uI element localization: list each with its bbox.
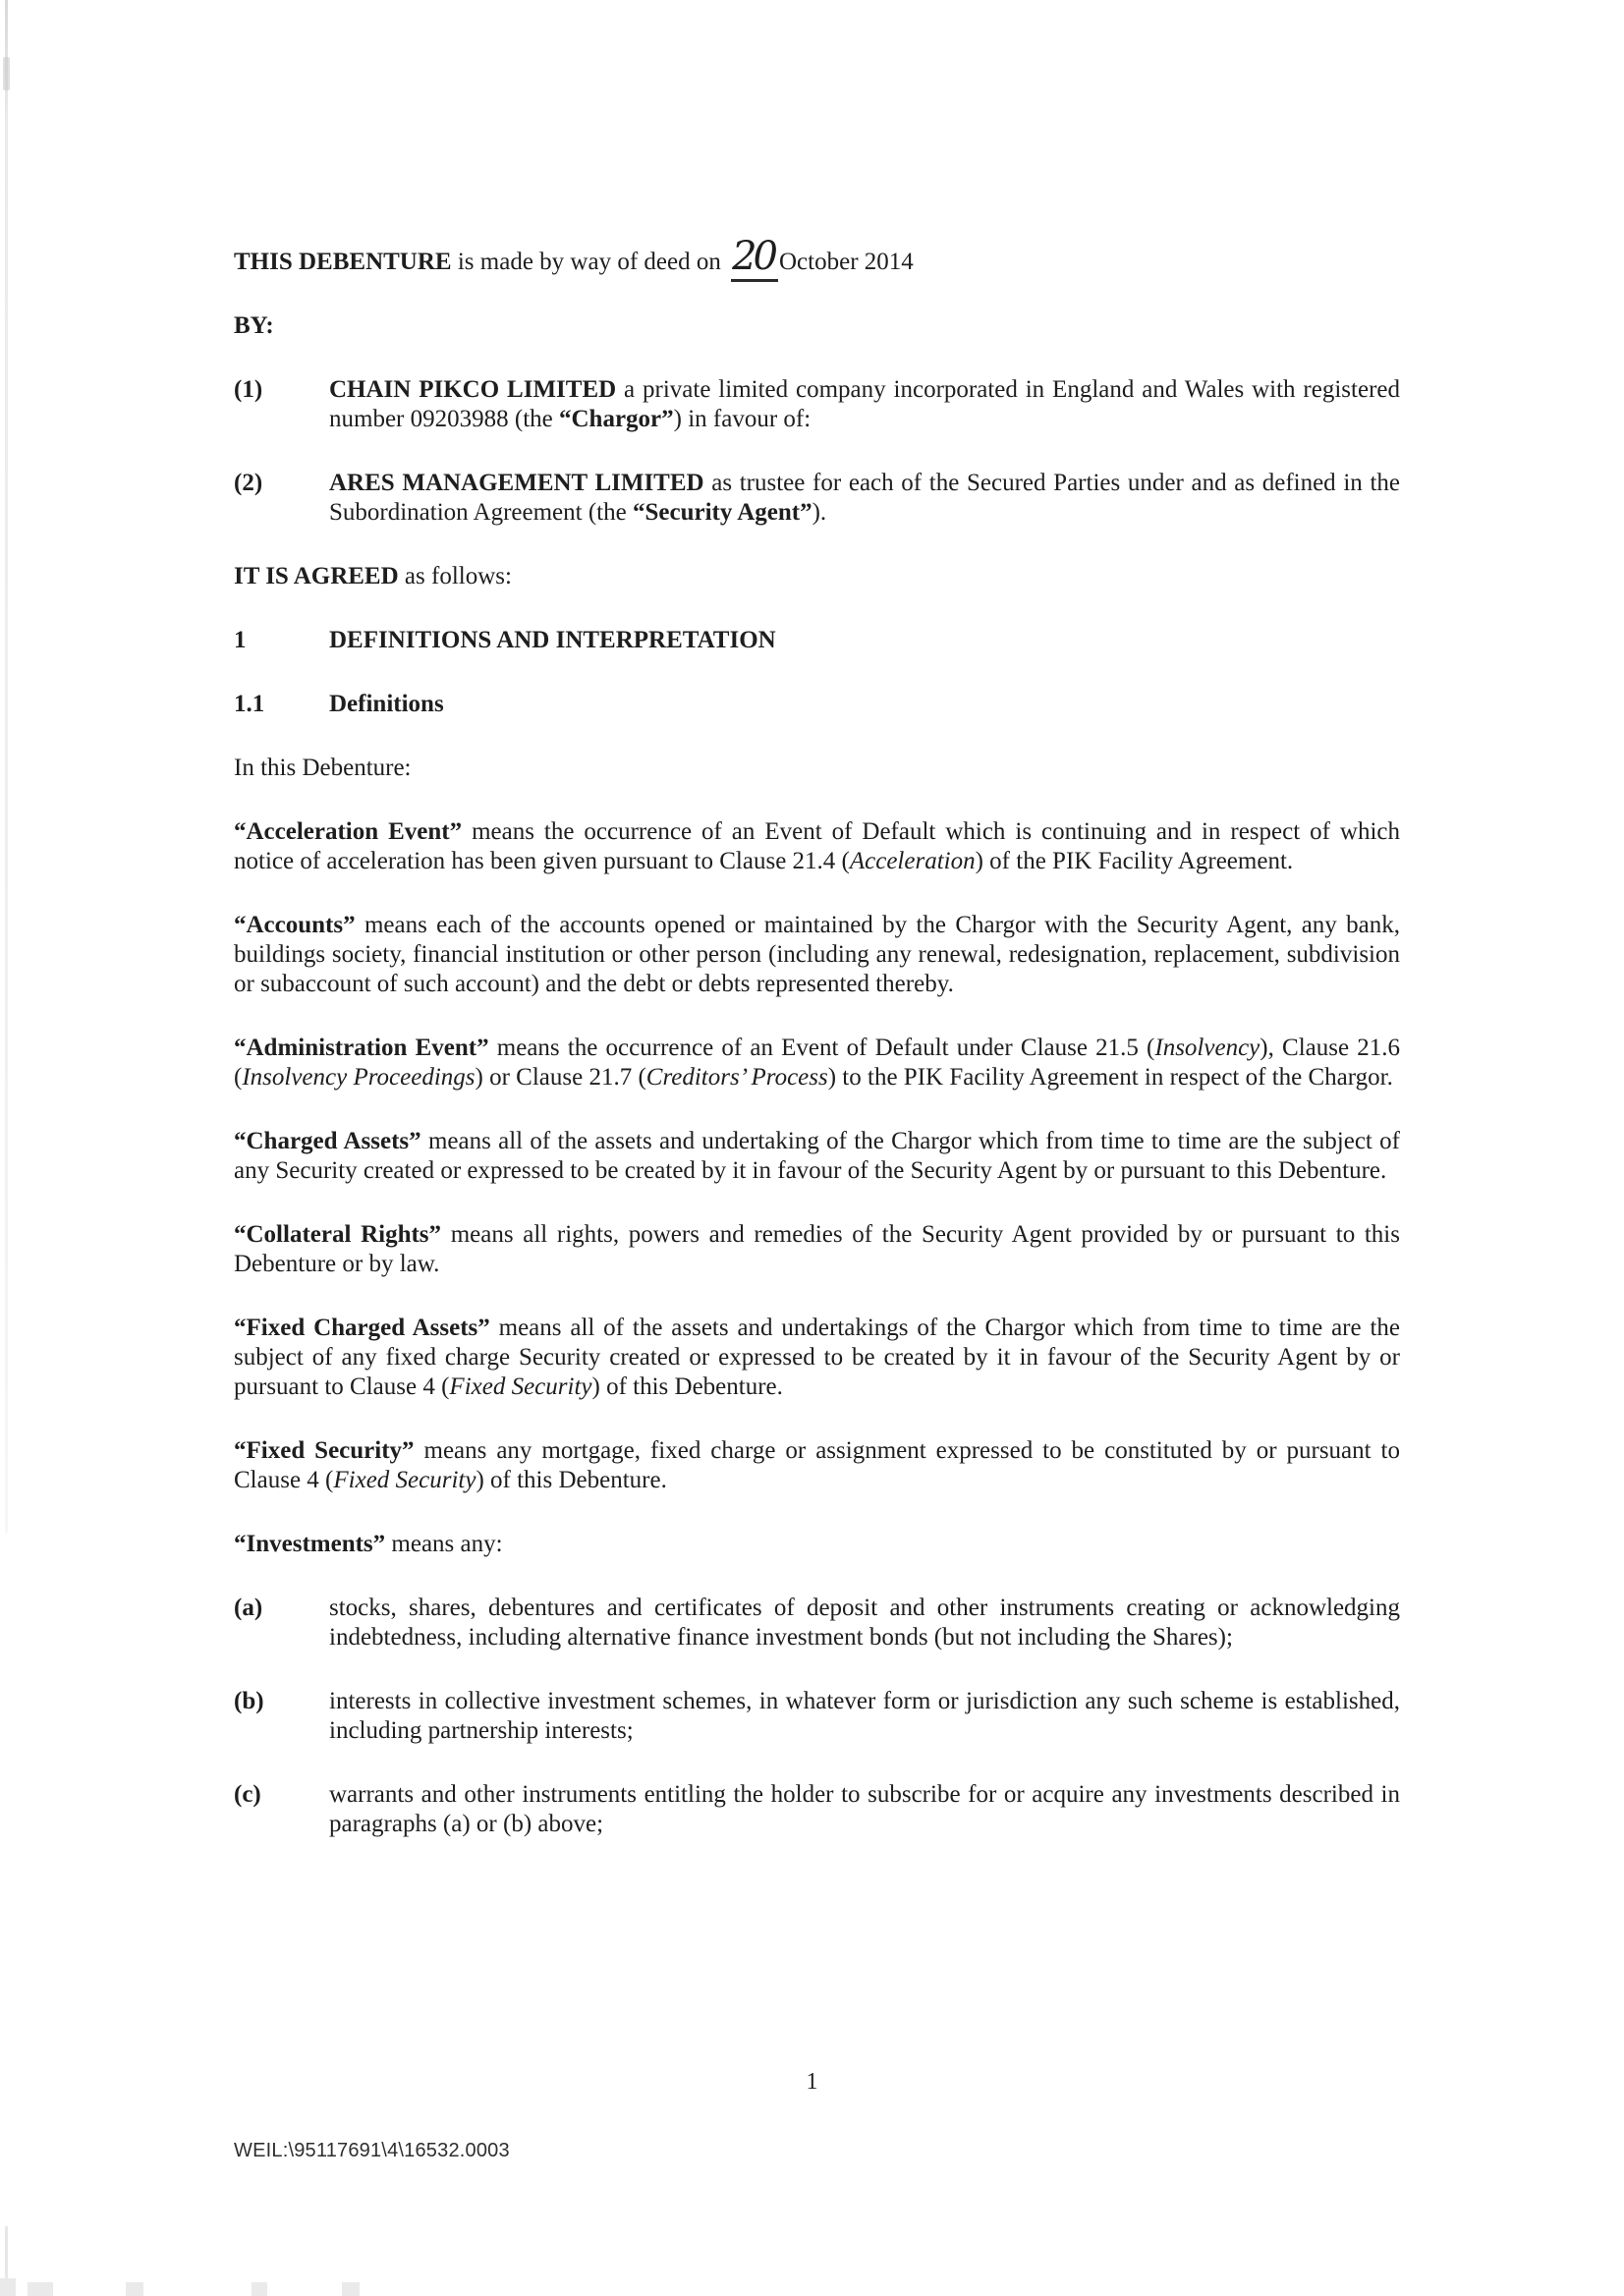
investments-item-b — [234, 1687, 1400, 1746]
item-text — [329, 375, 1400, 434]
item-number: 1 — [234, 627, 247, 653]
definition-collateral-rights — [234, 1220, 1400, 1279]
text-segment: a private limited company incorporated in England and Wales with registered number 09203988 (the — [329, 376, 1400, 432]
text-segment: is made by way of deed on — [451, 249, 728, 275]
text-segment: means all rights, powers and remedies of the Security Agent provided by or pursuant to this Debenture or by law. — [234, 1221, 1400, 1277]
definitions-lead-in — [234, 754, 1400, 783]
scan-artifact-bottom-smudge — [126, 2282, 143, 2296]
page-number: 1 — [806, 2069, 818, 2095]
definition-fixed-charged-assets — [234, 1314, 1400, 1402]
text-segment: “Collateral Rights” — [234, 1221, 442, 1248]
text-segment: “Administration Event” — [234, 1035, 489, 1061]
text-segment: warrants and other instruments entitling the holder to subscribe for or acquire any investments described in paragraphs (a) or (b) above; — [329, 1781, 1400, 1837]
text-segment: In this Debenture: — [234, 755, 412, 781]
agreement-lead-in — [234, 562, 1400, 591]
text-segment: “Investments” — [234, 1531, 386, 1557]
text-segment: Fixed Security — [449, 1373, 592, 1400]
scan-artifact-bottom-smudge — [0, 2278, 16, 2296]
item-number: (1) — [234, 376, 263, 403]
text-segment: means all of the assets and undertaking of the Chargor which from time to time are the subject of any Security created or expressed to be created by it in favour of the Security Agent by or pursuant to this Debenture. — [234, 1128, 1400, 1184]
text-segment: as follows: — [398, 563, 512, 589]
item-number: (b) — [234, 1688, 264, 1714]
text-segment: ). — [812, 499, 827, 526]
text-segment: stocks, shares, debentures and certificates of deposit and other instruments creating or acknowledging indebtedness, including alternative finance investment bonds (but not including the Shares); — [329, 1595, 1400, 1651]
definition-administration-event — [234, 1034, 1400, 1092]
by-heading — [234, 311, 1400, 341]
party-2 — [234, 469, 1400, 528]
text-segment: ) in favour of: — [673, 406, 812, 432]
item-text — [329, 1687, 1400, 1746]
text-segment: Fixed Security — [333, 1467, 476, 1493]
text-segment: ) or Clause 21.7 ( — [475, 1064, 646, 1091]
text-segment: Insolvency — [1154, 1035, 1260, 1061]
item-text — [329, 1780, 1400, 1839]
document-blocks — [234, 234, 1400, 1874]
investments-item-c — [234, 1780, 1400, 1839]
text-segment: means all of the assets and undertakings of the Chargor which from time to time are the subject of any fixed charge Security created or expressed to be created by it in favour of the Security Agent by or pursuant to Clause 4 ( — [234, 1315, 1400, 1400]
text-segment: ), Clause 21.6 ( — [234, 1035, 1400, 1091]
scan-artifact-bottom-smudge — [28, 2282, 53, 2296]
definition-investments — [234, 1530, 1400, 1559]
text-segment: ARES MANAGEMENT LIMITED — [329, 470, 704, 496]
text-segment: as trustee for each of the Secured Parties under and as defined in the Subordination Agreement (the — [329, 470, 1400, 526]
item-number: 1.1 — [234, 691, 265, 717]
handwritten-day: 20 — [731, 234, 778, 282]
definition-acceleration-event — [234, 817, 1400, 876]
text-segment: “Security Agent” — [632, 499, 812, 526]
scan-artifact-bottom-smudge — [252, 2282, 267, 2296]
text-segment: BY: — [234, 312, 274, 339]
scan-artifact-left-edge — [5, 0, 8, 1533]
clause-1-1-heading — [234, 690, 1400, 719]
text-segment: means any: — [385, 1531, 503, 1557]
text-segment: THIS DEBENTURE — [234, 249, 452, 275]
text-segment: ) of this Debenture. — [476, 1467, 667, 1493]
text-segment: interests in collective investment schemes, in whatever form or jurisdiction any such scheme is established, including partnership interests; — [329, 1688, 1400, 1744]
text-segment: means the occurrence of an Event of Default under Clause 21.5 ( — [488, 1035, 1155, 1061]
clause-1-heading — [234, 626, 1400, 655]
scan-artifact-left-blob — [3, 57, 10, 90]
scan-artifact-left-edge-bottom — [5, 2226, 8, 2281]
text-segment: ) of the PIK Facility Agreement. — [975, 848, 1294, 874]
text-segment: “Fixed Security” — [234, 1437, 415, 1464]
text-segment: ) of this Debenture. — [591, 1373, 783, 1400]
text-segment: Insolvency Proceedings — [242, 1064, 476, 1091]
party-1 — [234, 375, 1400, 434]
text-segment: October 2014 — [779, 249, 914, 275]
date-line — [234, 234, 1400, 279]
text-segment: “Fixed Charged Assets” — [234, 1315, 490, 1341]
item-text — [329, 469, 1400, 528]
text-segment: DEFINITIONS AND INTERPRETATION — [329, 627, 776, 653]
text-segment: Creditors’ Process — [645, 1064, 828, 1091]
text-segment: IT IS AGREED — [234, 563, 399, 589]
footer-reference: WEIL:\95117691\4\16532.0003 — [234, 2140, 510, 2161]
item-text — [329, 1594, 1400, 1652]
investments-item-a — [234, 1594, 1400, 1652]
text-segment: ) to the PIK Facility Agreement in respect of the Chargor. — [827, 1064, 1393, 1091]
text-segment: means the occurrence of an Event of Default which is continuing and in respect of which notice of acceleration has been given pursuant to Clause 21.4 ( — [234, 818, 1400, 874]
text-segment: “Chargor” — [558, 406, 674, 432]
text-segment: “Accounts” — [234, 912, 356, 938]
item-number: (a) — [234, 1595, 263, 1621]
text-segment: “Charged Assets” — [234, 1128, 421, 1154]
item-text — [329, 690, 1400, 719]
text-segment: means each of the accounts opened or maintained by the Chargor with the Security Agent, any bank, buildings society, financial institution or other person (including any renewal, redesignation, replacement, subdivision or subaccount of such account) and the debt or debts represented thereby. — [234, 912, 1400, 997]
item-text — [329, 626, 1400, 655]
item-number: (2) — [234, 470, 263, 496]
scan-artifact-bottom-smudge — [342, 2282, 360, 2296]
text-segment: means any mortgage, fixed charge or assignment expressed to be constituted by or pursuant to Clause 4 ( — [234, 1437, 1400, 1493]
text-segment: Acceleration — [849, 848, 976, 874]
definition-accounts — [234, 911, 1400, 999]
definition-charged-assets — [234, 1127, 1400, 1186]
text-segment: CHAIN PIKCO LIMITED — [329, 376, 617, 403]
definition-fixed-security — [234, 1436, 1400, 1495]
text-segment: Definitions — [329, 691, 444, 717]
item-number: (c) — [234, 1781, 261, 1808]
text-segment: “Acceleration Event” — [234, 818, 463, 845]
